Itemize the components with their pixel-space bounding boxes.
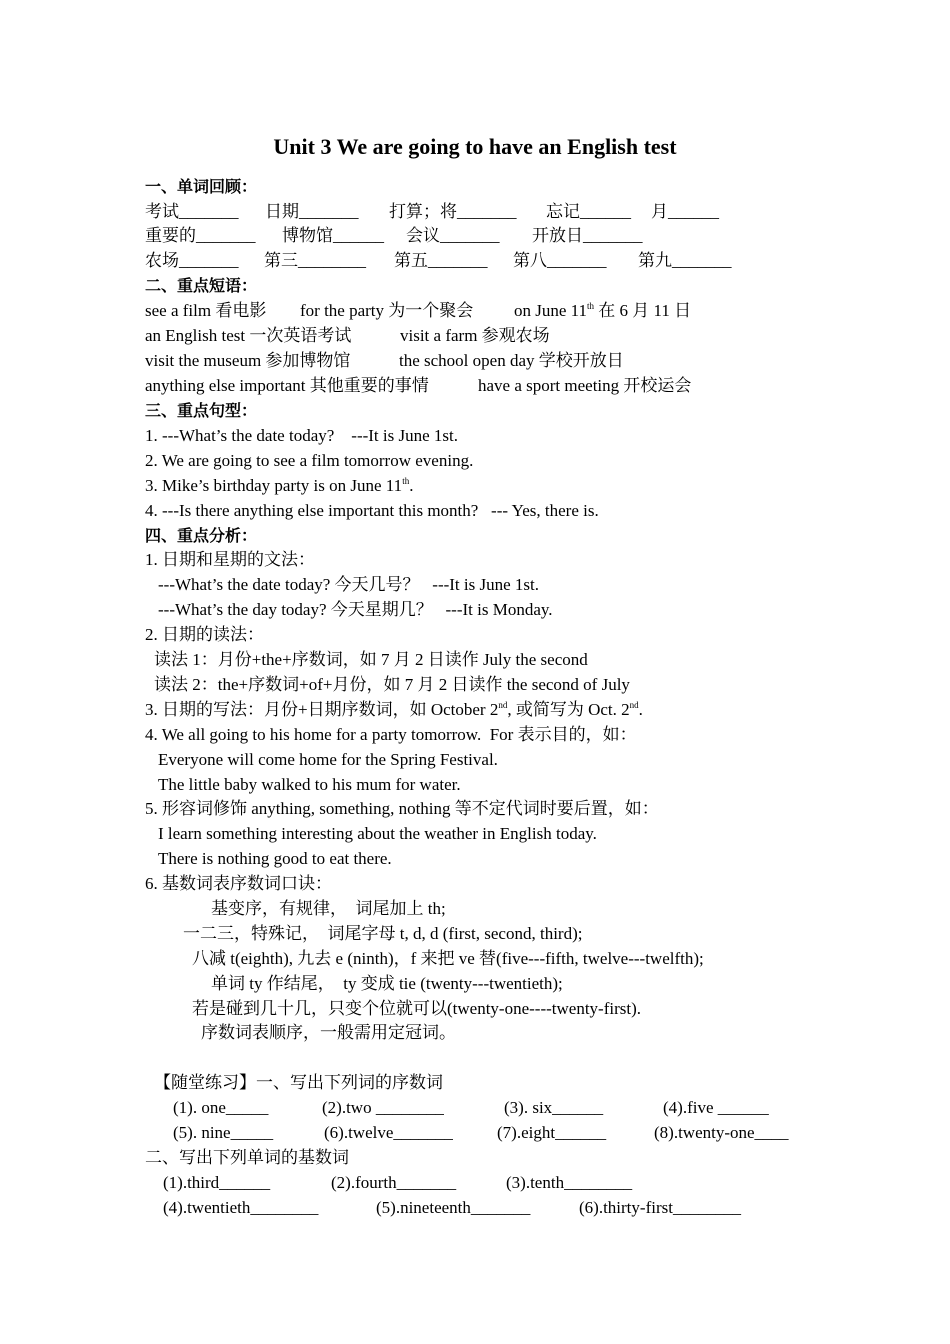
section3-heading: 三、重点句型： bbox=[145, 401, 258, 420]
exercise-item: (7).eight______ bbox=[497, 1123, 607, 1142]
phrase: have a sport meeting 开校运会 bbox=[478, 376, 692, 395]
rhyme-line: 单词 ty 作结尾， ty 变成 tie (twenty---twentieth); bbox=[211, 974, 563, 993]
rhyme-line: 若是碰到几十几，只变个位就可以(twenty-one----twenty-first). bbox=[192, 999, 642, 1018]
vocab-item: 打算；将_______ bbox=[389, 202, 517, 221]
sentence: 4. ---Is there anything else important this month? --- Yes, there is. bbox=[145, 501, 599, 520]
analysis-point: 4. We all going to his home for a party tomorrow. For 表示目的，如： bbox=[145, 725, 637, 744]
vocab-item: 日期_______ bbox=[265, 202, 359, 221]
exercise-item: (8).twenty-one____ bbox=[654, 1123, 789, 1142]
analysis-point: 1. 日期和星期的文法： bbox=[145, 550, 315, 569]
rhyme-line: 八减 t(eighth), 九去 e (ninth)，f 来把 ve 替(five---fifth, twelve---twelfth); bbox=[192, 949, 704, 968]
vocab-item: 开放日_______ bbox=[532, 226, 643, 245]
exercise-item: (3). six______ bbox=[504, 1098, 604, 1117]
phrase: an English test 一次英语考试 bbox=[145, 326, 352, 345]
page-title: Unit 3 We are going to have an English test bbox=[273, 134, 677, 159]
rhyme-line: 基变序，有规律， 词尾加上 th; bbox=[211, 899, 446, 918]
sentence: 1. ---What’s the date today? ---It is June 1st. bbox=[145, 426, 458, 445]
vocab-item: 月______ bbox=[651, 202, 719, 221]
exercise-item: (4).five ______ bbox=[663, 1098, 769, 1117]
vocab-item: 博物馆______ bbox=[282, 226, 384, 245]
analysis-line: The little baby walked to his mum for water. bbox=[158, 775, 461, 794]
exercise-item: (3).tenth________ bbox=[506, 1173, 633, 1192]
section4-heading: 四、重点分析： bbox=[145, 526, 258, 545]
exercise-item: (1). one_____ bbox=[173, 1098, 269, 1117]
vocab-item: 忘记______ bbox=[546, 202, 631, 221]
sentence: 2. We are going to see a film tomorrow evening. bbox=[145, 451, 474, 470]
phrase: the school open day 学校开放日 bbox=[399, 351, 624, 370]
analysis-line: I learn something interesting about the weather in English today. bbox=[158, 824, 597, 843]
phrase: anything else important 其他重要的事情 bbox=[145, 376, 429, 395]
phrase: for the party 为一个聚会 bbox=[300, 301, 474, 320]
exercise-item: (6).thirty-first________ bbox=[579, 1198, 741, 1217]
rhyme-line: 一二三，特殊记， 词尾字母 t, d, d (first, second, third); bbox=[183, 924, 583, 943]
exercise-item: (2).fourth_______ bbox=[331, 1173, 457, 1192]
exercise-item: (5).nineteenth_______ bbox=[376, 1198, 531, 1217]
exercise-item: (6).twelve_______ bbox=[324, 1123, 453, 1142]
vocab-item: 考试_______ bbox=[145, 202, 239, 221]
rhyme-line: 序数词表顺序，一般需用定冠词。 bbox=[201, 1023, 456, 1042]
vocab-item: 重要的_______ bbox=[145, 226, 256, 245]
phrase: see a film 看电影 bbox=[145, 301, 267, 320]
exercise-item: (4).twentieth________ bbox=[163, 1198, 319, 1217]
vocab-item: 会议_______ bbox=[406, 226, 500, 245]
practice-heading: 二、写出下列单词的基数词 bbox=[145, 1148, 349, 1167]
analysis-point: 2. 日期的读法： bbox=[145, 625, 264, 644]
exercise-item: (5). nine_____ bbox=[173, 1123, 274, 1142]
analysis-point: 5. 形容词修饰 anything, something, nothing 等不定代词时要后置，如： bbox=[145, 799, 659, 818]
practice-heading: 【随堂练习】一、写出下列词的序数词 bbox=[154, 1073, 443, 1092]
section2-heading: 二、重点短语： bbox=[145, 276, 258, 295]
analysis-line: 读法 2：the+序数词+of+月份，如 7 月 2 日读作 the second of July bbox=[154, 675, 630, 694]
sentence: 3. Mike’s birthday party is on June 11th. bbox=[145, 476, 414, 495]
vocab-item: 第三________ bbox=[264, 251, 366, 270]
exercise-item: (1).third______ bbox=[163, 1173, 271, 1192]
analysis-point: 3. 日期的写法：月份+日期序数词，如 October 2nd, 或简写为 Oct. 2nd. bbox=[145, 700, 643, 719]
section1-heading: 一、单词回顾： bbox=[145, 177, 258, 196]
phrase: visit the museum 参加博物馆 bbox=[145, 351, 351, 370]
analysis-line: There is nothing good to eat there. bbox=[158, 849, 392, 868]
analysis-line: ---What’s the day today? 今天星期几？ ---It is Monday. bbox=[158, 600, 553, 619]
analysis-point: 6. 基数词表序数词口诀： bbox=[145, 874, 332, 893]
vocab-item: 第九_______ bbox=[638, 251, 732, 270]
vocab-item: 农场_______ bbox=[145, 251, 239, 270]
vocab-item: 第八_______ bbox=[513, 251, 607, 270]
phrase: visit a farm 参观农场 bbox=[400, 326, 550, 345]
analysis-line: 读法 1：月份+the+序数词，如 7 月 2 日读作 July the second bbox=[154, 650, 588, 669]
vocab-item: 第五_______ bbox=[394, 251, 488, 270]
exercise-item: (2).two ________ bbox=[322, 1098, 444, 1117]
analysis-line: Everyone will come home for the Spring Festival. bbox=[158, 750, 498, 769]
analysis-line: ---What’s the date today? 今天几号？ ---It is June 1st. bbox=[158, 575, 539, 594]
phrase: on June 11th 在 6 月 11 日 bbox=[514, 301, 692, 320]
